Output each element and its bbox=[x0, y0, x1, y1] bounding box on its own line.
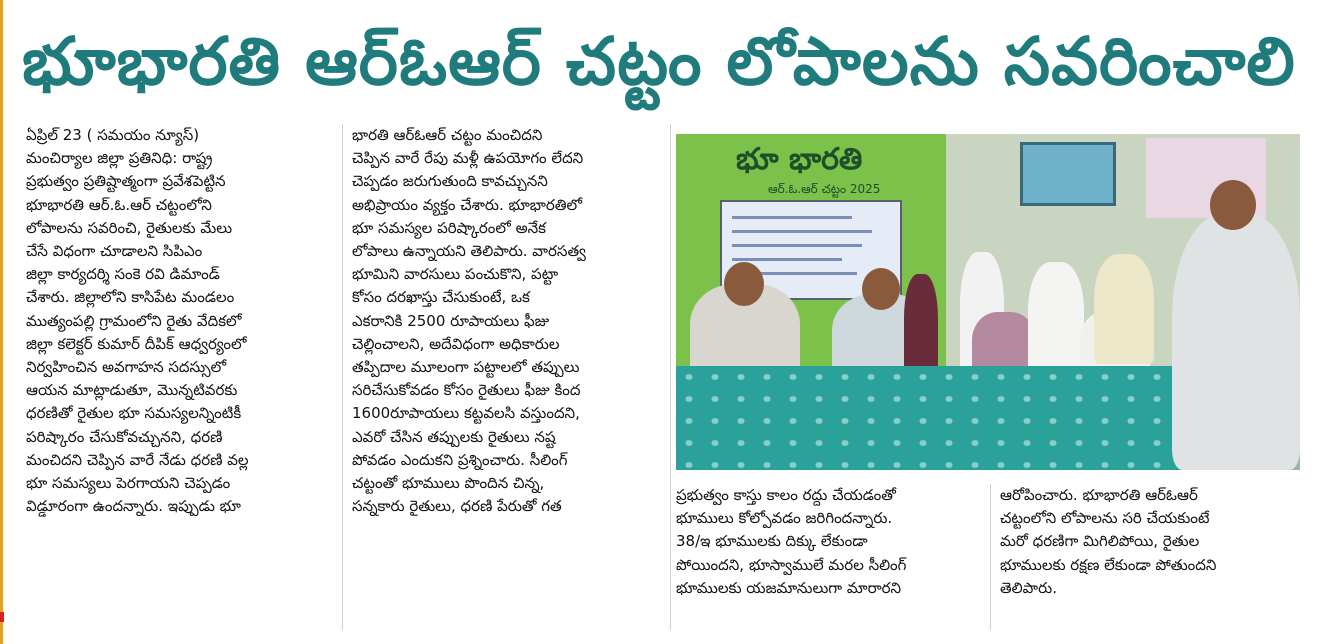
photo-tablecloth-pattern bbox=[676, 366, 1236, 470]
article-text-line: మంచిర్యాల జిల్లా ప్రతినిధి: రాష్ట్ర bbox=[26, 149, 213, 168]
column-divider bbox=[342, 124, 343, 630]
page-edge-rule bbox=[0, 0, 3, 644]
news-photo bbox=[676, 134, 1300, 470]
article-text-line: తప్పిదాల మూలంగా పట్టాలలో తప్పులు bbox=[352, 358, 580, 377]
article-text-line: నిర్వహించిన అవగాహన సదస్సులో bbox=[26, 358, 227, 377]
photo-window bbox=[1020, 142, 1116, 206]
article-text-line: 1600రూపాయలు కట్టవలసి వస్తుందని, bbox=[352, 404, 580, 423]
article-text-line: విడ్డూరంగా ఉందన్నారు. ఇప్పుడు భూ bbox=[26, 497, 241, 516]
article-text-line: భూభారతి ఆర్.ఓ.ఆర్ చట్టంలోని bbox=[26, 195, 212, 214]
article-text-line: భూములు కోల్పోవడం జరిగిందన్నారు. bbox=[676, 509, 893, 528]
article-text-line: ప్రభుత్వం ప్రతిష్టాత్మంగా ప్రవేశపెట్టిన bbox=[26, 172, 226, 191]
photo-speaker bbox=[1172, 214, 1300, 470]
column-divider bbox=[670, 124, 671, 630]
article-text-line: ఆయన మాట్లాడుతూ, మొన్నటివరకు bbox=[26, 381, 238, 400]
photo-person-head bbox=[862, 268, 900, 310]
article-text-line: కోసం దరఖాస్తు చేసుకుంటే, ఒక bbox=[352, 288, 530, 307]
article-column-1 bbox=[26, 124, 336, 518]
screen-text-line bbox=[732, 216, 852, 219]
article-text-line: ఆరోపించారు. భూభారతి ఆర్‌ఓఆర్ bbox=[1000, 486, 1198, 504]
article-text-line: చట్టంలోని లోపాలను సరి చేయకుంటే bbox=[1000, 509, 1210, 528]
article-column-4 bbox=[1000, 484, 1300, 600]
article-text-line: భూములకు రక్షణ లేకుండా పోతుందని bbox=[1000, 555, 1217, 574]
article-text-line: చెల్లించాలని, అదేవిధంగా అధికారుల bbox=[352, 334, 560, 353]
article-text-line: పరిష్కారం చేసుకోవచ్చునని, ధరణి bbox=[26, 427, 223, 446]
page-edge-marker bbox=[0, 612, 4, 622]
article-text-line: ఎవరో చేసిన తప్పులకు రైతులు నష్ట bbox=[352, 427, 556, 446]
article-text-line: భూ సమస్యల పరిష్కారంలో అనేక bbox=[352, 218, 546, 237]
photo-person-head bbox=[724, 262, 764, 306]
article-text-line: భూమిని వారసులు పంచుకొని, పట్టా bbox=[352, 265, 559, 284]
article-column-3 bbox=[676, 484, 976, 600]
article-text-line: పోయిందని, భూస్వాములే మరల సీలింగ్ bbox=[676, 555, 907, 574]
article-text-line: చేసే విధంగా చూడాలని సిపిఎం bbox=[26, 242, 203, 261]
article-text-line: చెప్పిన వారే రేపు మళ్లీ ఉపయోగం లేదని bbox=[352, 149, 584, 168]
photo-person bbox=[1094, 254, 1154, 364]
article-text-line: 38/ఇ భూములకు దిక్కు లేకుండా bbox=[676, 532, 868, 551]
article-text-line: ప్రభుత్వం కాస్తు కాలం రద్దు చేయడంతో bbox=[676, 486, 896, 504]
article-text-line: భూములకు యజమానులుగా మారారని bbox=[676, 578, 902, 597]
article-text-line: భూ సమస్యలు పెరగాయని చెప్పడం bbox=[26, 474, 231, 493]
article-column-2 bbox=[352, 124, 666, 518]
photo-banner-subtitle: ఆర్.ఓ.ఆర్ చట్టం 2025 bbox=[768, 182, 881, 196]
article-text-line: ముత్యంపల్లి గ్రామంలోని రైతు వేదికలో bbox=[26, 311, 242, 330]
photo-banner-title: భూ భారతి bbox=[736, 142, 863, 177]
article-text-line: చేశారు. జిల్లాలోని కాసిపేట మండలం bbox=[26, 288, 235, 307]
photo-speaker-head bbox=[1210, 180, 1256, 230]
article-text-line: మంచిదని చెప్పిన వారే నేడు ధరణి వల్ల bbox=[26, 450, 249, 469]
article-text-line: భారతి ఆర్‌ఓఆర్ చట్టం మంచిదని bbox=[352, 126, 543, 144]
article-text-line: చట్టంతో భూములు పొందిన చిన్న, bbox=[352, 474, 545, 493]
article-text-line: చెప్పడం జరుగుతుంది కావచ్చునని bbox=[352, 172, 548, 191]
article-text-line: జిల్లా కలెక్టర్ కుమార్ దీపిక్ ఆధ్వర్యంలో bbox=[26, 334, 247, 353]
screen-text-line bbox=[732, 230, 872, 233]
article-text-line: లోపాలు ఉన్నాయని తెలిపారు. వారసత్వ bbox=[352, 242, 586, 261]
article-text-line: ఏప్రిల్ 23 ( సమయం న్యూస్) bbox=[26, 126, 200, 144]
article-text-line: తెలిపారు. bbox=[1000, 578, 1057, 597]
article-text-line: సన్నకారు రైతులు, ధరణి పేరుతో గత bbox=[352, 497, 562, 516]
article-headline: భూభారతి ఆర్‌ఓఆర్ చట్టం లోపాలను సవరించాలి bbox=[22, 23, 1296, 100]
article-text-line: ఎకరానికి 2500 రూపాయలు ఫీజు bbox=[352, 311, 550, 330]
article-text-line: జిల్లా కార్యదర్శి సంకె రవి డిమాండ్ bbox=[26, 265, 220, 284]
photo-person bbox=[1028, 262, 1084, 382]
article-text-line: ధరణితో రైతుల భూ సమస్యలన్నింటికీ bbox=[26, 404, 242, 423]
article-text-line: పోవడం ఎందుకని ప్రశ్నించారు. సీలింగ్ bbox=[352, 450, 568, 469]
article-text-line: అభిప్రాయం వ్యక్తం చేశారు. భూభారతిలో bbox=[352, 195, 582, 214]
column-divider bbox=[990, 484, 991, 630]
screen-text-line bbox=[732, 244, 862, 247]
screen-text-line bbox=[732, 258, 842, 261]
article-text-line: సరిచేసుకోవడం కోసం రైతులు ఫీజు కింద bbox=[352, 381, 581, 400]
article-text-line: మరో ధరణిగా మిగిలిపోయి, రైతుల bbox=[1000, 532, 1200, 551]
article-text-line: లోపాలను సవరించి, రైతులకు మేలు bbox=[26, 218, 233, 237]
